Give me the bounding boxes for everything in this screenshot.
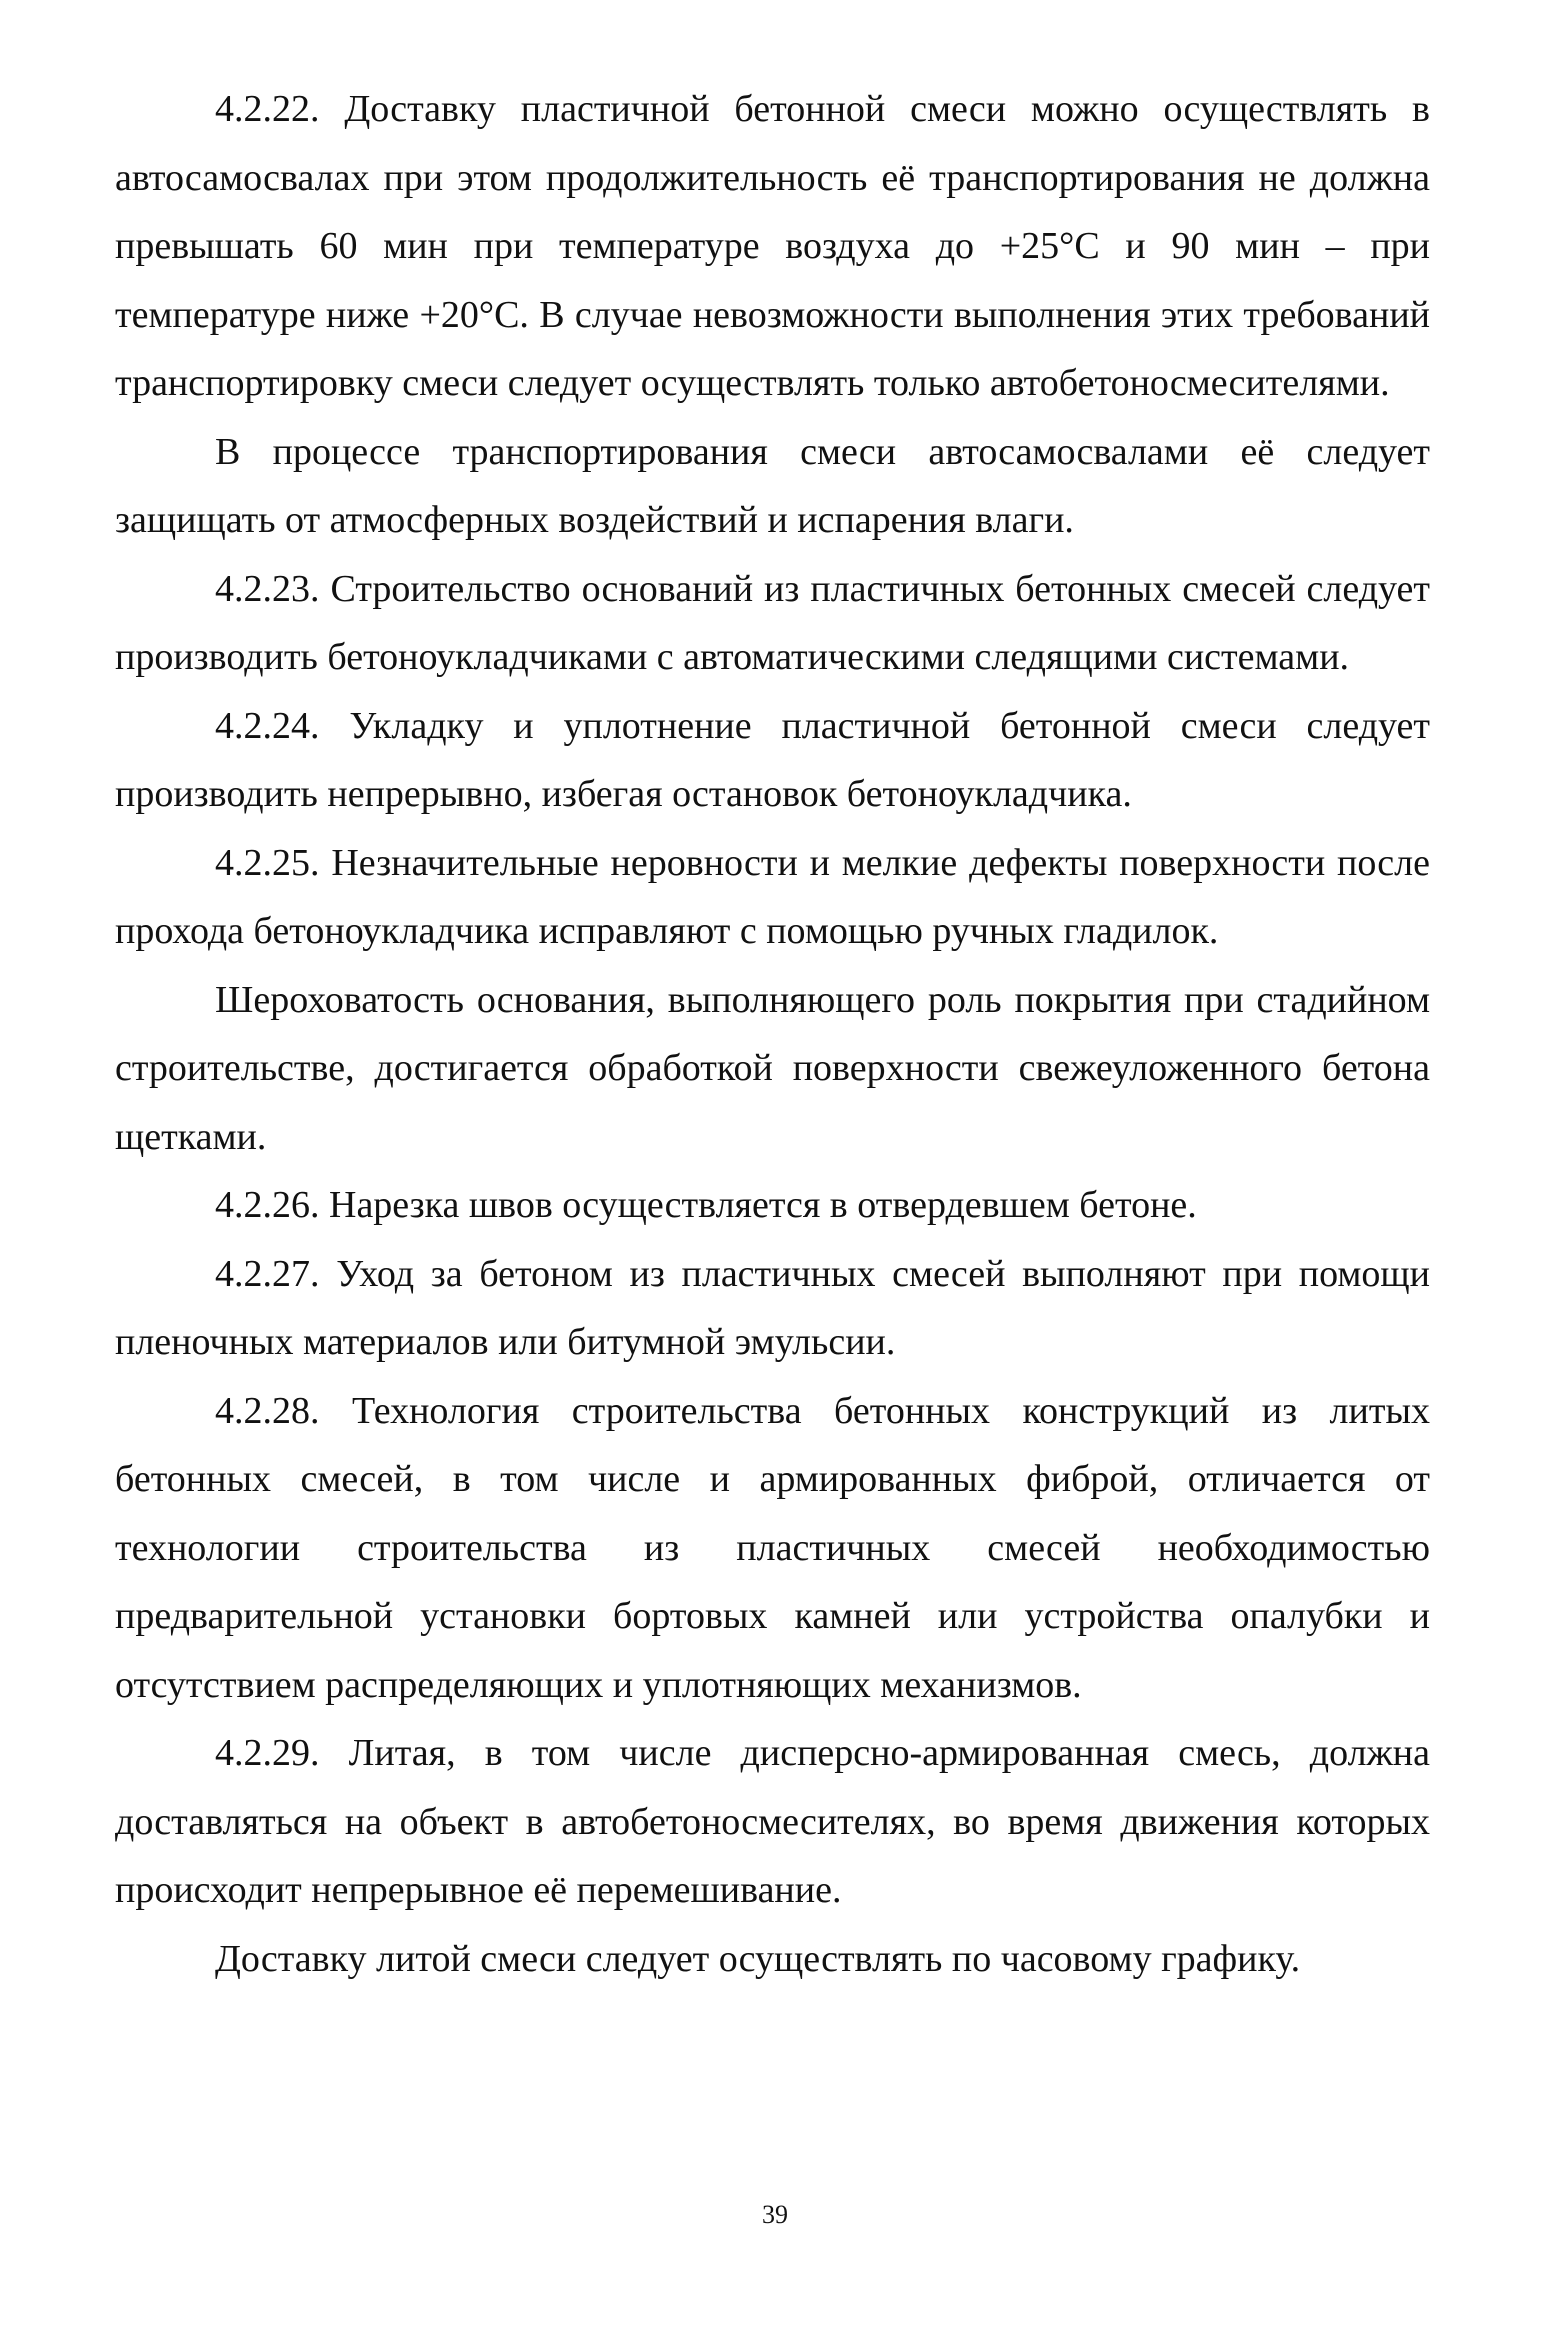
paragraph-transport-protection: В процессе транспортирования смеси автосамосвалами её следует защищать от атмосферных воздействий и испарения влаги. xyxy=(115,430,1430,541)
paragraph-4-2-24: 4.2.24. Укладку и уплотнение пластичной бетонной смеси следует производить непрерывно, избегая остановок бетоноукладчика. xyxy=(115,704,1430,815)
paragraph-4-2-23: 4.2.23. Строительство оснований из пластичных бетонных смесей следует производить бетоноукладчиками с автоматическими следящими системами. xyxy=(115,567,1430,678)
paragraph-4-2-22: 4.2.22. Доставку пластичной бетонной смеси можно осуществлять в автосамосвалах при этом продолжительность её транспортирования не должна превышать 60 мин при температуре воздуха до +25°С и 90 мин – при температуре ниже +20°С. В случае невозможности выполнения этих требований транспортировку смеси следует осуществлять только автобетоносмесителями. xyxy=(115,88,1430,404)
body-text xyxy=(115,75,1430,1993)
paragraph-delivery-schedule: Доставку литой смеси следует осуществлять по часовому графику. xyxy=(215,1937,1301,1980)
paragraph-4-2-27: 4.2.27. Уход за бетоном из пластичных смесей выполняют при помощи пленочных материалов или битумной эмульсии. xyxy=(115,1252,1430,1363)
paragraph-4-2-28: 4.2.28. Технология строительства бетонных конструкций из литых бетонных смесей, в том числе и армированных фиброй, отличается от технологии строительства из пластичных смесей необходимостью предварительной установки бортовых камней или устройства опалубки и отсутствием распределяющих и уплотняющих механизмов. xyxy=(115,1389,1430,1706)
paragraph-roughness: Шероховатость основания, выполняющего роль покрытия при стадийном строительстве, достигается обработкой поверхности свежеуложенного бетона щетками. xyxy=(115,978,1430,1158)
page-number: 39 xyxy=(762,2200,788,2229)
paragraph-4-2-26: 4.2.26. Нарезка швов осуществляется в отвердевшем бетоне. xyxy=(215,1184,1197,1226)
paragraph-4-2-29: 4.2.29. Литая, в том числе дисперсно-армированная смесь, должна доставляться на объект в автобетоносмесителях, во время движения которых происходит непрерывное её перемешивание. xyxy=(115,1732,1430,1911)
paragraph-4-2-25: 4.2.25. Незначительные неровности и мелкие дефекты поверхности после прохода бетоноукладчика исправляют с помощью ручных гладилок. xyxy=(115,841,1430,952)
